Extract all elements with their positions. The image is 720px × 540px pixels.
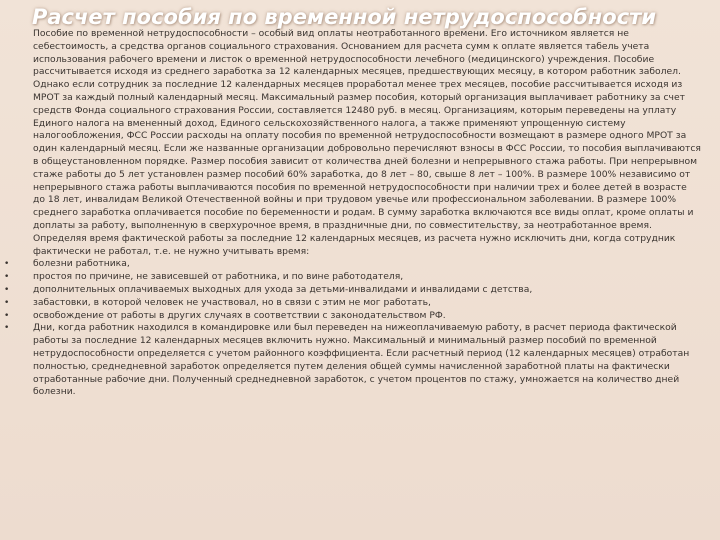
bullet-item: • освобождение от работы в других случаях в соответствии с законодательством РФ.	[33, 310, 701, 323]
bullet-item: • простоя по причине, не зависевшей от работника, и по вине работодателя,	[33, 271, 701, 284]
intro-paragraph: Пособие по временной нетрудоспособности – особый вид оплаты неотработанного времени. Его источником является не себестоимость, а средства органов социального страхования. Основанием для расчета сумм к оплате является табель учета использования рабочего времени и листок о временной нетрудоспособности лечебного (медицинского) учреждения. Пособие рассчитывается исходя из среднего заработка за 12 календарных месяцев, предшествующих месяцу, в котором работник заболел. Однако если сотрудник за последние 12 календарных месяцев проработал менее трех месяцев, пособие рассчитывается исходя из МРОТ за каждый полный календарный месяц. Максимальный размер пособия, который организация выплачивает работнику за счет средств Фонда социального страхования России, составляется 12480 руб. в месяц. Организациям, которым переведены на уплату Единого налога на вмененный доход, Единого сельскохозяйственного налога, а также применяют упрощенную систему налогообложения, ФСС России расходы на оплату пособия по временной нетрудоспособности возмещают в размере одного МРОТ за один календарный месяц. Если же названные организации добровольно перечисляют взносы в ФСС России, то пособия выплачиваются в общеустановленном порядке. Размер пособия зависит от количества дней болезни и непрерывного стажа работы. При непрерывном стаже работы до 5 лет установлен размер пособий 60% заработка, до 8 лет – 80, свыше 8 лет – 100%. В размере 100% независимо от непрерывного стажа работы выплачиваются пособия по временной нетрудоспособности при наличии трех и более детей в возрасте до 18 лет, инвалидам Великой Отечественной войны и при трудовом увечье или профессиональном заболевании. В размере 100% среднего заработка оплачивается пособие по беременности и родам. В сумму заработка включаются все виды оплат, кроме оплаты и доплаты за работу, выполненную в сверхурочное время, в праздничные дни, по совместительству, за неотработанное время. Определяя время фактической работы за последние 12 календарных месяцев, из расчета нужно исключить дни, когда сотрудник фактически не работал, т.е. не нужно учитывать время:	[33, 28, 701, 257]
bullet-item: • забастовки, в которой человек не участвовал, но в связи с этим не мог работать,	[33, 297, 701, 310]
bullet-item: • Дни, когда работник находился в командировке или был переведен на нижеоплачиваемую работу, в расчет периода фактической работы за последние 12 календарных месяцев включить нужно. Максимальный и минимальный размер пособий по временной нетрудоспособности определяется с учетом районного коэффициента. Если расчетный период (12 календарных месяцев) отработан полностью, среднедневной заработок определяется путем деления общей суммы начисленной заработной платы на фактически отработанные рабочие дни. Полученный среднедневной заработок, с учетом процентов по стажу, умножается на количество дней болезни.	[33, 322, 701, 399]
bullet-list	[33, 258, 701, 399]
slide-body	[33, 28, 701, 399]
bullet-item: • болезни работника,	[33, 258, 701, 271]
slide-title: Расчет пособия по временной нетрудоспособности	[32, 5, 657, 29]
bullet-item: • дополнительных оплачиваемых выходных для ухода за детьми-инвалидами и инвалидами с детства,	[33, 284, 701, 297]
